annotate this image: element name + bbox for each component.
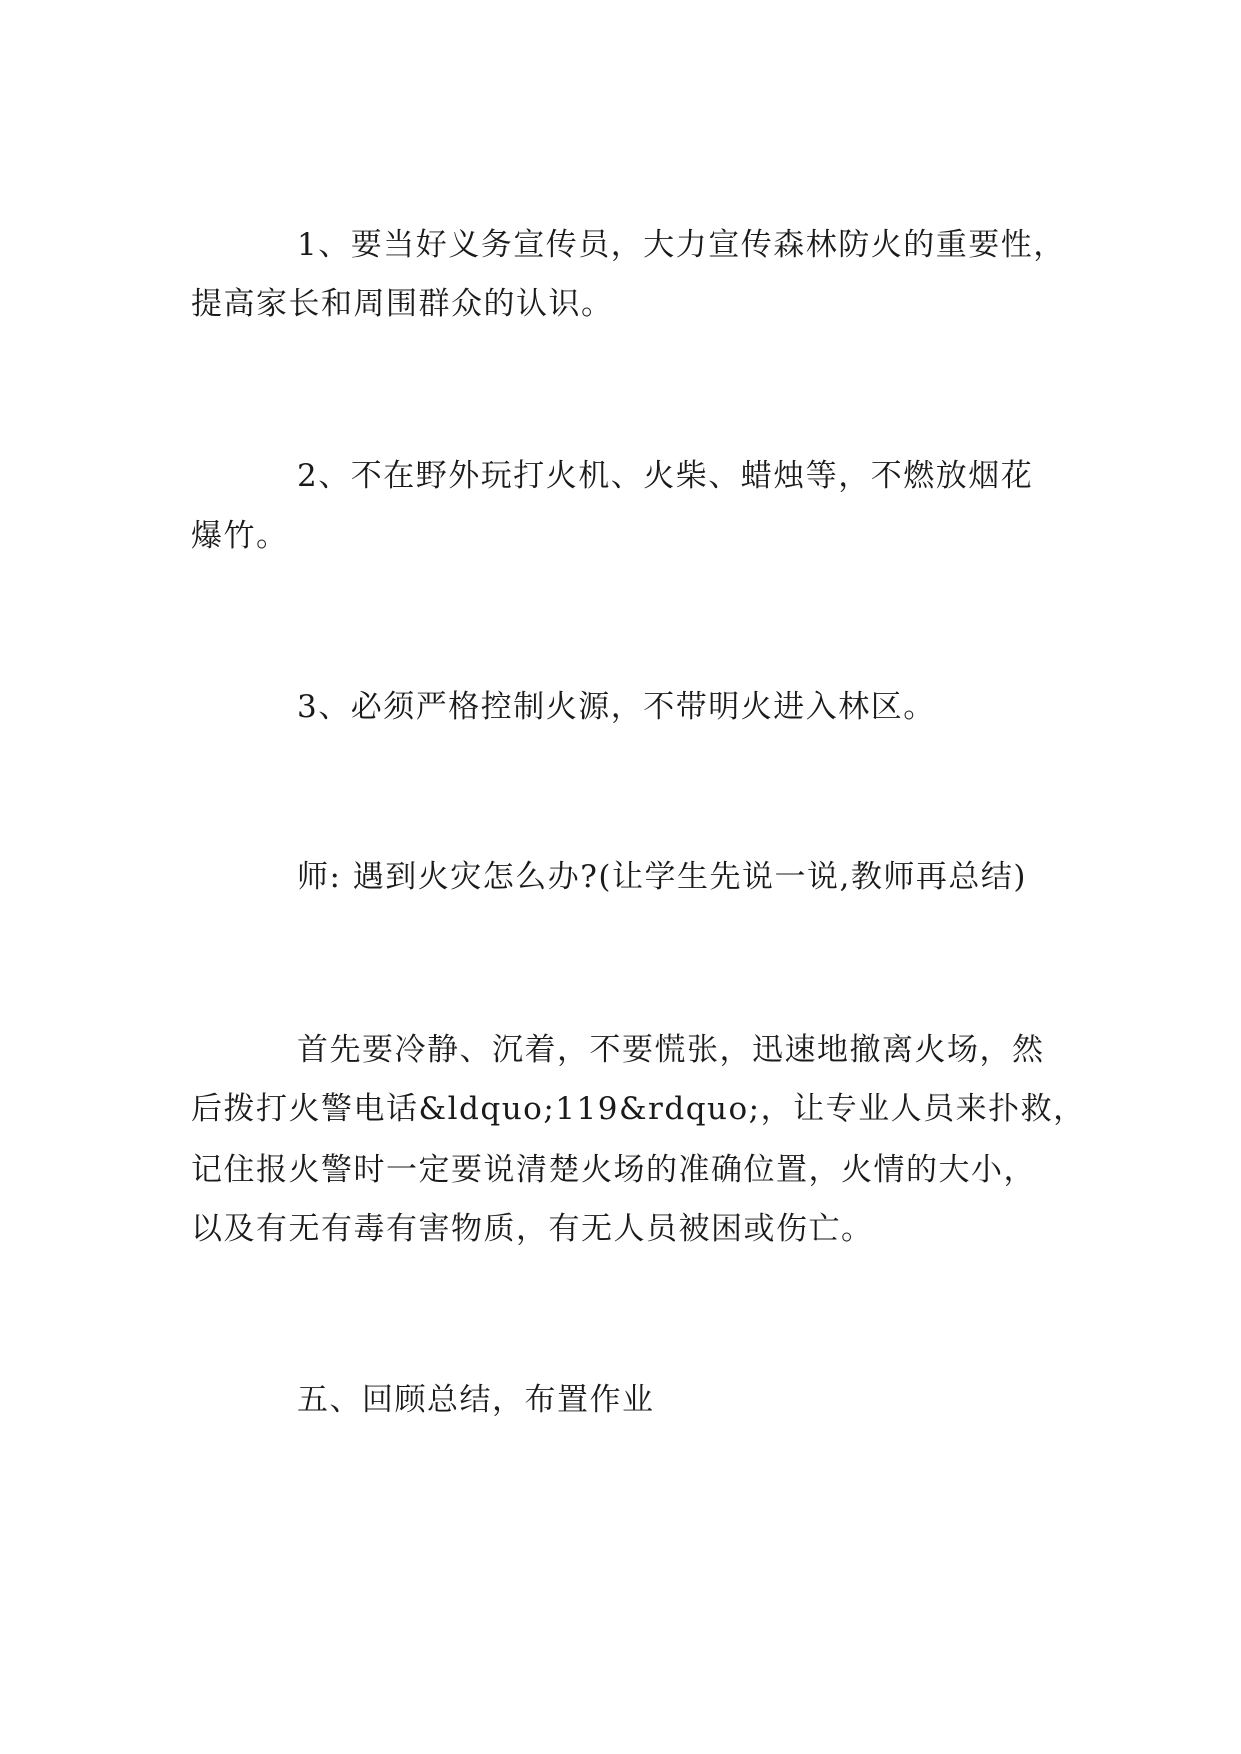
paragraph-rule-2-line-1: 2、不在野外玩打火机、火柴、蜡烛等，不燃放烟花	[297, 458, 1034, 494]
paragraph-teacher-question: 师: 遇到火灾怎么办?(让学生先说一说,教师再总结)	[297, 859, 1027, 895]
paragraph-fire-response-line-3: 记住报火警时一定要说清楚火场的准确位置，火情的大小，	[191, 1152, 1036, 1188]
paragraph-rule-3-line-1: 3、必须严格控制火源，不带明火进入林区。	[297, 689, 936, 725]
paragraph-rule-1-line-1: 1、要当好义务宣传员，大力宣传森林防火的重要性，	[297, 227, 1066, 263]
paragraph-rule-2-line-2: 爆竹。	[191, 518, 289, 554]
paragraph-fire-response-line-1: 首先要冷静、沉着，不要慌张，迅速地撤离火场，然	[297, 1032, 1045, 1068]
paragraph-fire-response-line-4: 以及有无有毒有害物质，有无人员被困或伤亡。	[191, 1211, 874, 1247]
paragraph-fire-response-line-2: 后拨打火警电话&ldquo;119&rdquo;，让专业人员来扑救，	[191, 1091, 1086, 1127]
section-heading-five: 五、回顾总结，布置作业	[297, 1382, 655, 1418]
paragraph-rule-1-line-2: 提高家长和周围群众的认识。	[191, 286, 614, 322]
